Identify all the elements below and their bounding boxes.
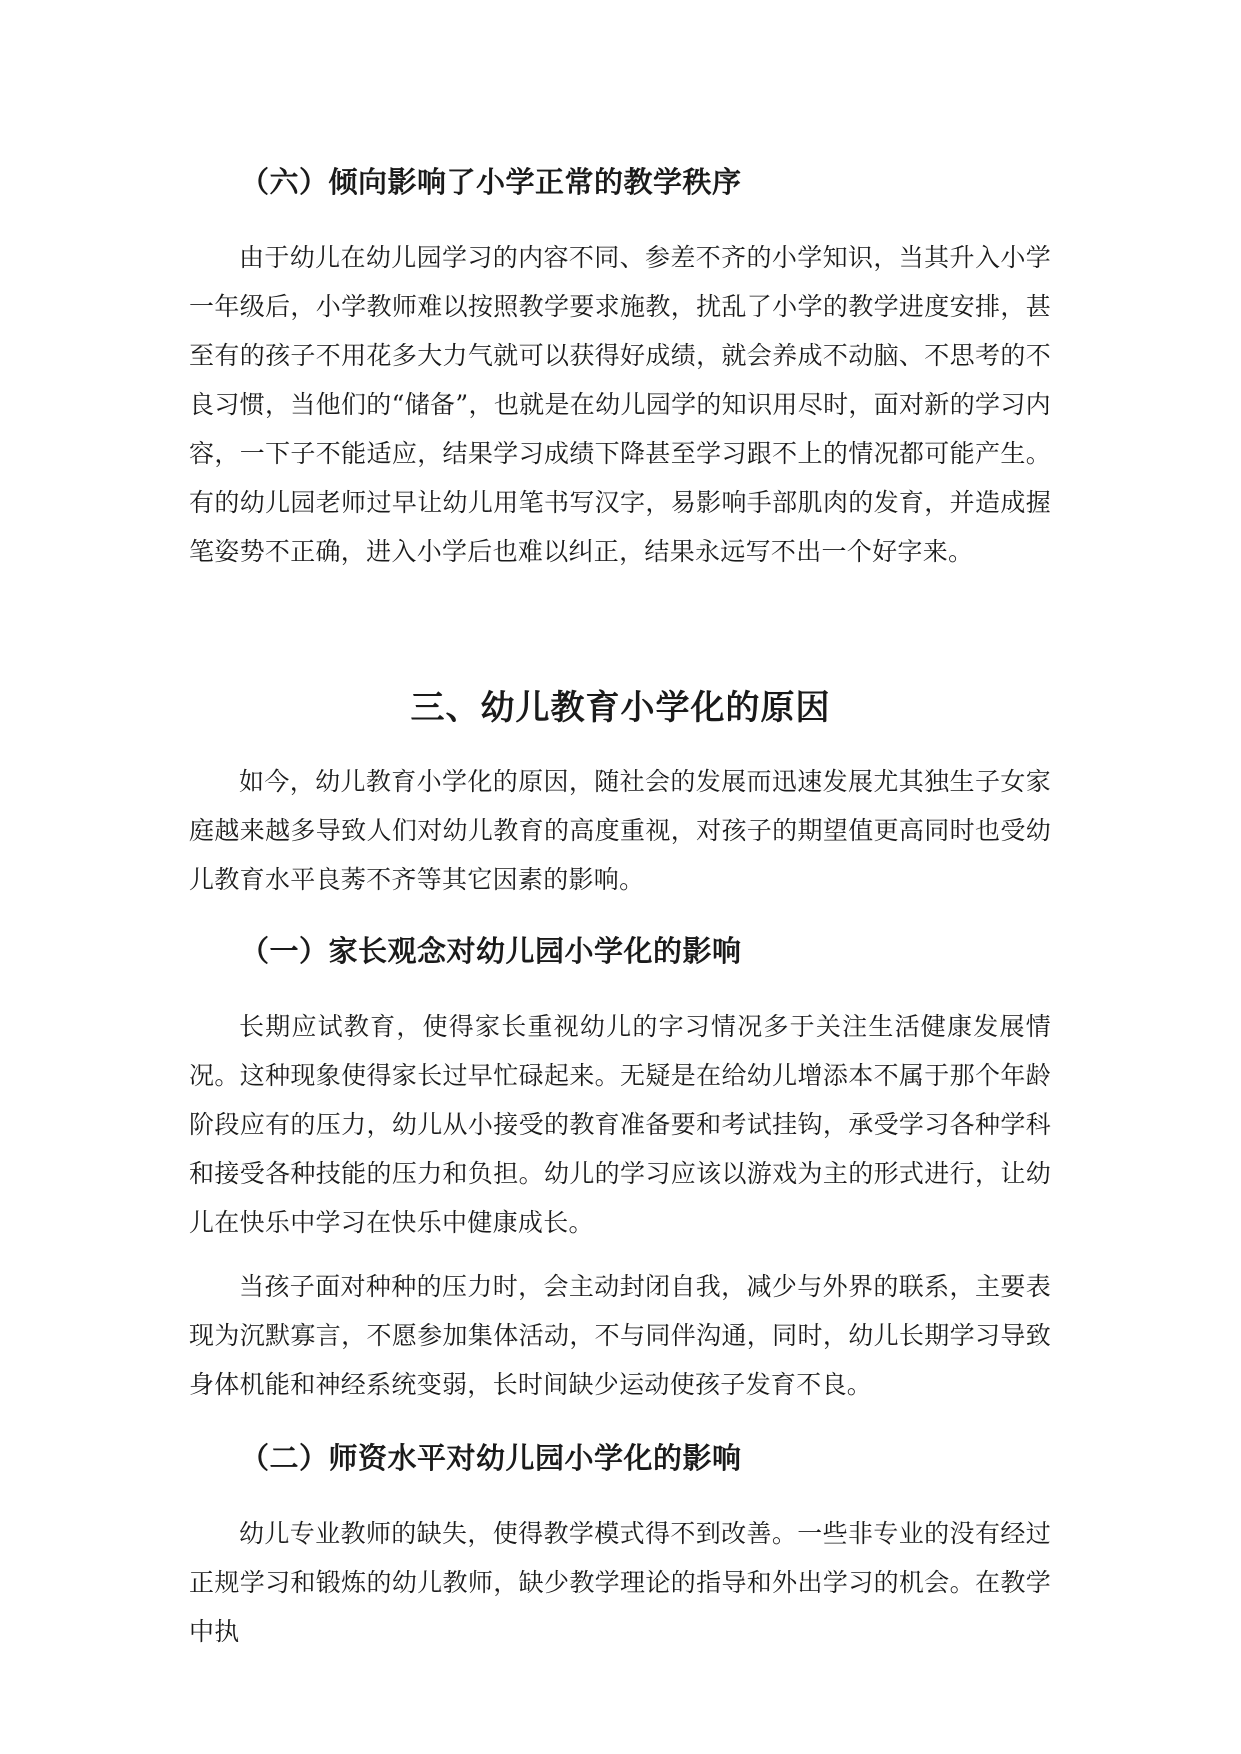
section-heading-six: （六）倾向影响了小学正常的教学秩序 xyxy=(240,165,742,199)
subsection-heading-1: （一）家长观念对幼儿园小学化的影响 xyxy=(240,934,742,968)
paragraph-sub1-2: 当孩子面对种种的压力时，会主动封闭自我，减少与外界的联系，主要表现为沉默寡言，不愿参加集体活动，不与同伴沟通，同时，幼儿长期学习导致身体机能和神经系统变弱，长时间缺少运动使孩子发育不良。 xyxy=(189,1272,1051,1399)
chapter-title-three: 三、幼儿教育小学化的原因 xyxy=(410,688,831,728)
paragraph-sub2-1: 幼儿专业教师的缺失，使得教学模式得不到改善。一些非专业的没有经过正规学习和锻炼的幼儿教师，缺少教学理论的指导和外出学习的机会。在教学中执 xyxy=(189,1519,1051,1646)
paragraph-three-intro: 如今，幼儿教育小学化的原因，随社会的发展而迅速发展尤其独生子女家庭越来越多导致人们对幼儿教育的高度重视，对孩子的期望值更高同时也受幼儿教育水平良莠不齐等其它因素的影响。 xyxy=(189,767,1051,894)
paragraph-six-1: 由于幼儿在幼儿园学习的内容不同、参差不齐的小学知识，当其升入小学一年级后，小学教师难以按照教学要求施教，扰乱了小学的教学进度安排，甚至有的孩子不用花多大力气就可以获得好成绩，就会养成不动脑、不思考的不良习惯，当他们的“储备”，也就是在幼儿园学的知识用尽时，面对新的学习内容，一下子不能适应，结果学习成绩下降甚至学习跟不上的情况都可能产生。有的幼儿园老师过早让幼儿用笔书写汉字，易影响手部肌肉的发育，并造成握笔姿势不正确，进入小学后也难以纠正，结果永远写不出一个好字来。 xyxy=(189,243,1051,566)
paragraph-sub1-1: 长期应试教育，使得家长重视幼儿的字习情况多于关注生活健康发展情况。这种现象使得家长过早忙碌起来。无疑是在给幼儿增添本不属于那个年龄阶段应有的压力，幼儿从小接受的教育准备要和考试挂钩，承受学习各种学科和接受各种技能的压力和负担。幼儿的学习应该以游戏为主的形式进行，让幼儿在快乐中学习在快乐中健康成长。 xyxy=(189,1012,1051,1237)
subsection-heading-2: （二）师资水平对幼儿园小学化的影响 xyxy=(240,1441,742,1475)
